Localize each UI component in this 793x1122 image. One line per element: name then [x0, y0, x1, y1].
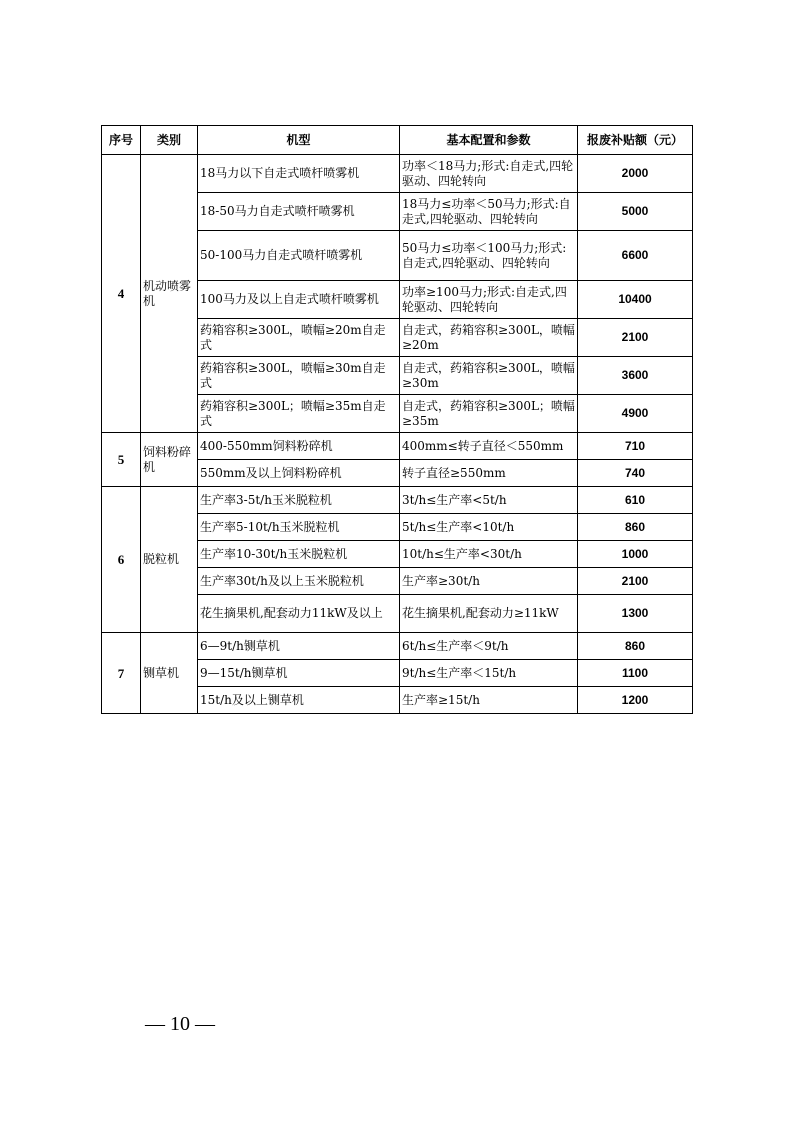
config-cell: 5t/h≤生产率<10t/h [400, 514, 578, 541]
table-row [102, 487, 693, 514]
model-cell: 100马力及以上自走式喷杆喷雾机 [198, 281, 400, 319]
group-number: 4 [102, 155, 141, 433]
model-cell: 生产率5-10t/h玉米脱粒机 [198, 514, 400, 541]
group-category: 脱粒机 [141, 487, 198, 633]
amount-cell: 10400 [578, 281, 693, 319]
amount-cell: 2100 [578, 568, 693, 595]
config-cell: 转子直径≥550mm [400, 460, 578, 487]
model-cell: 18马力以下自走式喷杆喷雾机 [198, 155, 400, 193]
amount-cell: 2000 [578, 155, 693, 193]
amount-cell: 1100 [578, 660, 693, 687]
subsidy-table [101, 125, 693, 714]
table-row [102, 633, 693, 660]
amount-cell: 4900 [578, 395, 693, 433]
model-cell: 50-100马力自走式喷杆喷雾机 [198, 231, 400, 281]
header-category: 类别 [141, 126, 198, 155]
model-cell: 6—9t/h铡草机 [198, 633, 400, 660]
amount-cell: 6600 [578, 231, 693, 281]
model-cell: 18-50马力自走式喷杆喷雾机 [198, 193, 400, 231]
table-row [102, 155, 693, 193]
header-row [102, 126, 693, 155]
model-cell: 花生摘果机,配套动力11kW及以上 [198, 595, 400, 633]
amount-cell: 860 [578, 514, 693, 541]
config-cell: 花生摘果机,配套动力≥11kW [400, 595, 578, 633]
header-no: 序号 [102, 126, 141, 155]
amount-cell: 1200 [578, 687, 693, 714]
amount-cell: 740 [578, 460, 693, 487]
amount-cell: 860 [578, 633, 693, 660]
model-cell: 生产率30t/h及以上玉米脱粒机 [198, 568, 400, 595]
config-cell: 生产率≥30t/h [400, 568, 578, 595]
model-cell: 15t/h及以上铡草机 [198, 687, 400, 714]
amount-cell: 2100 [578, 319, 693, 357]
amount-cell: 5000 [578, 193, 693, 231]
header-model: 机型 [198, 126, 400, 155]
model-cell: 药箱容积≥300L，喷幅≥20m自走式 [198, 319, 400, 357]
config-cell: 自走式，药箱容积≥300L；喷幅≥35m [400, 395, 578, 433]
amount-cell: 3600 [578, 357, 693, 395]
group-category: 机动喷雾机 [141, 155, 198, 433]
config-cell: 3t/h≤生产率<5t/h [400, 487, 578, 514]
amount-cell: 610 [578, 487, 693, 514]
header-config: 基本配置和参数 [400, 126, 578, 155]
group-number: 5 [102, 433, 141, 487]
config-cell: 10t/h≤生产率<30t/h [400, 541, 578, 568]
config-cell: 自走式，药箱容积≥300L，喷幅≥20m [400, 319, 578, 357]
amount-cell: 1300 [578, 595, 693, 633]
config-cell: 功率≥100马力;形式:自走式,四轮驱动、四轮转向 [400, 281, 578, 319]
model-cell: 药箱容积≥300L，喷幅≥30m自走式 [198, 357, 400, 395]
group-number: 6 [102, 487, 141, 633]
config-cell: 生产率≥15t/h [400, 687, 578, 714]
model-cell: 9—15t/h铡草机 [198, 660, 400, 687]
page-number: — 10 — [145, 1013, 215, 1035]
amount-cell: 710 [578, 433, 693, 460]
model-cell: 药箱容积≥300L；喷幅≥35m自走式 [198, 395, 400, 433]
config-cell: 6t/h≤生产率＜9t/h [400, 633, 578, 660]
group-number: 7 [102, 633, 141, 714]
config-cell: 50马力≤功率＜100马力;形式:自走式,四轮驱动、四轮转向 [400, 231, 578, 281]
config-cell: 18马力≤功率＜50马力;形式:自走式,四轮驱动、四轮转向 [400, 193, 578, 231]
table-row [102, 433, 693, 460]
config-cell: 400mm≤转子直径＜550mm [400, 433, 578, 460]
model-cell: 550mm及以上饲料粉碎机 [198, 460, 400, 487]
model-cell: 400-550mm饲料粉碎机 [198, 433, 400, 460]
header-subsidy: 报废补贴额（元） [578, 126, 693, 155]
config-cell: 功率＜18马力;形式:自走式,四轮驱动、四轮转向 [400, 155, 578, 193]
config-cell: 9t/h≤生产率＜15t/h [400, 660, 578, 687]
amount-cell: 1000 [578, 541, 693, 568]
model-cell: 生产率3-5t/h玉米脱粒机 [198, 487, 400, 514]
model-cell: 生产率10-30t/h玉米脱粒机 [198, 541, 400, 568]
group-category: 铡草机 [141, 633, 198, 714]
group-category: 饲料粉碎机 [141, 433, 198, 487]
config-cell: 自走式，药箱容积≥300L，喷幅≥30m [400, 357, 578, 395]
